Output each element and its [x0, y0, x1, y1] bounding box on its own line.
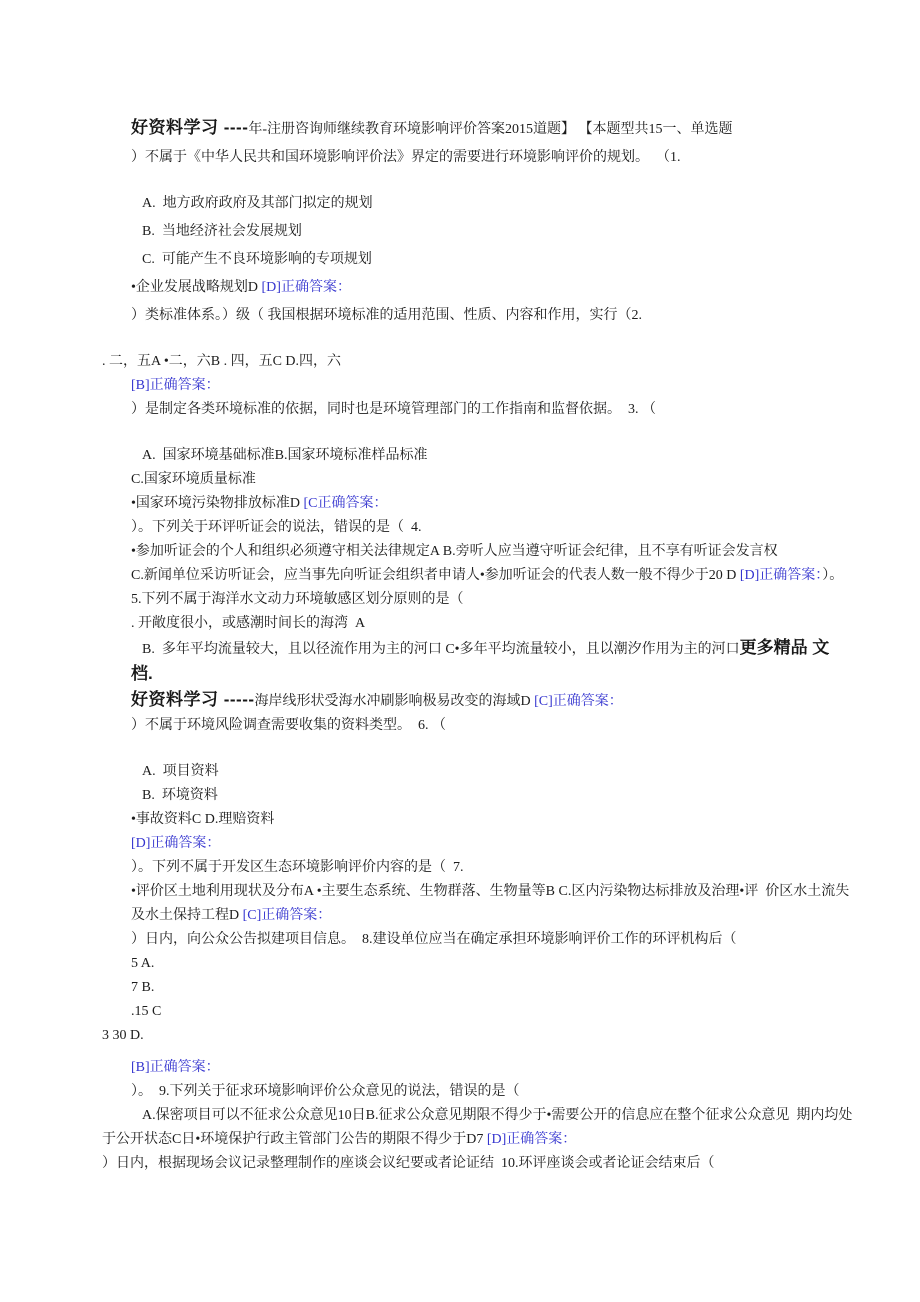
q6-answer-line — [131, 832, 830, 856]
doc-text: •参加听证会的个人和组织必须遵守相关法律规定A B.旁听人应当遵守听证会纪律，且不享有听证会发言权 — [131, 544, 778, 559]
doc-text: 3 30 D. — [102, 1028, 144, 1043]
answer-label: [C正确答案： — [303, 496, 388, 511]
q5-stem-line — [131, 588, 830, 612]
q1-option-d-answer-line — [131, 276, 830, 300]
answer-label: [C]正确答案： — [242, 908, 332, 923]
answer-label: [B]正确答案： — [131, 378, 220, 393]
doc-text: •企业发展战略规划D — [131, 280, 262, 295]
doc-text: 海岸线形状受海水冲刷影响极易改变的海域D — [254, 694, 535, 709]
q8-option-a-line — [131, 952, 830, 976]
q1-option-c-line — [142, 248, 830, 272]
doc-text: ）不属于环境风险调查需要收集的资料类型。 6. （ — [131, 718, 446, 733]
doc-text: B. 多年平均流量较大，且以径流作用为主的河口 C•多年平均流量较小，且以潮汐作用为主的河口 — [142, 642, 740, 657]
doc-text: A. 项目资料 — [142, 764, 219, 779]
brand-q5-option-d-answer-line — [131, 688, 830, 714]
doc-text: B. 当地经济社会发展规划 — [142, 224, 302, 239]
q3-option-c-line — [131, 468, 830, 492]
doc-text: ）日内，根据现场会议记录整理制作的座谈会议纪要或者论证结 10.环评座谈会或者论证会结束后（ — [102, 1156, 715, 1171]
doc-text: . 二，五A •二，六B . 四，五C D.四，六 — [102, 354, 342, 369]
q3-option-d-answer-line — [131, 492, 830, 516]
answer-label: [D]正确答案： — [131, 836, 221, 851]
q1-stem-line — [131, 146, 830, 170]
q8-stem-line — [131, 928, 830, 952]
doc-text: ）不属于《中华人民共和国环境影响评价法》界定的需要进行环境影响评价的规划。 （1. — [131, 150, 681, 165]
q6-option-a-line — [142, 760, 830, 784]
q5-option-bc-promo-line — [142, 636, 830, 662]
promo-bold-text: 更多精品 文 — [739, 638, 830, 657]
doc-text: •评价区土地利用现状及分布A •主要生态系统、生物群落、生物量等B C.区内污染物达标排放及治理•评 价区水土流失 — [131, 884, 850, 899]
q8-option-d-line — [102, 1024, 830, 1048]
answer-label: [D]正确答案： — [486, 1132, 577, 1147]
promo-bold-text: 档. — [131, 664, 153, 683]
doc-text: 5.下列不属于海洋水文动力环境敏感区划分原则的是（ — [131, 592, 464, 607]
q2-options-line — [102, 350, 830, 374]
q9-option-d-answer-line — [102, 1128, 830, 1152]
answer-label: [D]正确答案： — [261, 280, 351, 295]
doc-text: C.国家环境质量标准 — [131, 472, 256, 487]
doc-text: 7 B. — [131, 980, 155, 995]
doc-text: ）。 9.下列关于征求环境影响评价公众意见的说法，错误的是（ — [131, 1084, 520, 1099]
doc-text: ）是制定各类环境标准的依据，同时也是环境管理部门的工作指南和监督依据。 3. （ — [131, 402, 656, 417]
answer-label: [B]正确答案： — [131, 1060, 220, 1075]
q7-options-line — [131, 880, 850, 904]
doc-text: •事故资料C D.理赔资料 — [131, 812, 275, 827]
doc-text: ）。下列关于环评听证会的说法，错误的是（ 4. — [131, 520, 422, 535]
doc-text: C. 可能产生不良环境影响的专项规划 — [142, 252, 372, 267]
doc-text: A. 地方政府政府及其部门拟定的规划 — [142, 196, 373, 211]
q6-option-cd-line — [131, 808, 830, 832]
promo-line — [131, 662, 830, 688]
q2-answer-line — [131, 374, 830, 398]
q8-option-c-line — [131, 1000, 830, 1024]
q7-option-d-answer-line — [131, 904, 830, 928]
doc-text: .15 C — [131, 1004, 162, 1019]
doc-brand-text: 好资料学习 ---- — [131, 118, 249, 137]
q4-stem-line — [131, 516, 830, 540]
doc-text: B. 环境资料 — [142, 788, 218, 803]
doc-text: ）类标准体系。）级（ 我国根据环境标准的适用范围、性质、内容和作用，实行（2. — [131, 308, 642, 323]
q7-stem-line — [131, 856, 830, 880]
q1-option-a-line — [142, 192, 830, 216]
q1-option-b-line — [142, 220, 830, 244]
doc-text: ）。下列不属于开发区生态环境影响评价内容的是（ 7. — [131, 860, 464, 875]
q6-stem-line — [131, 714, 830, 738]
q8-answer-line — [131, 1056, 830, 1080]
q4-option-cd-answer-line — [131, 564, 844, 588]
q9-stem-line — [131, 1080, 830, 1104]
q3-option-ab-line — [142, 444, 830, 468]
doc-text: •国家环境污染物排放标准D — [131, 496, 304, 511]
doc-text: 于公开状态C日•环境保护行政主管部门公告的期限不得少于D7 — [102, 1132, 487, 1147]
q5-option-a-line — [131, 612, 830, 636]
doc-text: C.新闻单位采访听证会，应当事先向听证会组织者申请人•参加听证会的代表人数一般不得少于20 D — [131, 568, 740, 583]
title-line — [131, 116, 830, 142]
doc-text: 及水土保持工程D — [131, 908, 243, 923]
q9-options-line — [142, 1104, 853, 1128]
doc-text: 5 A. — [131, 956, 155, 971]
doc-text: ）日内，向公众公告拟建项目信息。 8.建设单位应当在确定承担环境影响评价工作的环评机构后（ — [131, 932, 737, 947]
doc-text: A.保密项目可以不征求公众意见10日B.征求公众意见期限不得少于•需要公开的信息应在整个征求公众意见 期内均处 — [142, 1108, 853, 1123]
q2-stem-line — [131, 304, 830, 328]
q4-option-ab-line — [131, 540, 830, 564]
doc-text: 年-注册咨询师继续教育环境影响评价答案2015道题】 【本题型共15一、单选题 — [248, 122, 733, 137]
q3-stem-line — [131, 398, 830, 422]
answer-label: [D]正确答案： — [739, 568, 823, 583]
q8-option-b-line — [131, 976, 830, 1000]
answer-label: [C]正确答案： — [534, 694, 623, 709]
q6-option-b-line — [142, 784, 830, 808]
doc-text: ）。 — [822, 568, 844, 583]
doc-text: . 开敞度很小，或感潮时间长的海湾 A — [131, 616, 366, 631]
doc-brand-text: 好资料学习 ----- — [131, 690, 255, 709]
q10-stem-line — [102, 1152, 830, 1176]
doc-text: A. 国家环境基础标准B.国家环境标准样品标准 — [142, 448, 428, 463]
